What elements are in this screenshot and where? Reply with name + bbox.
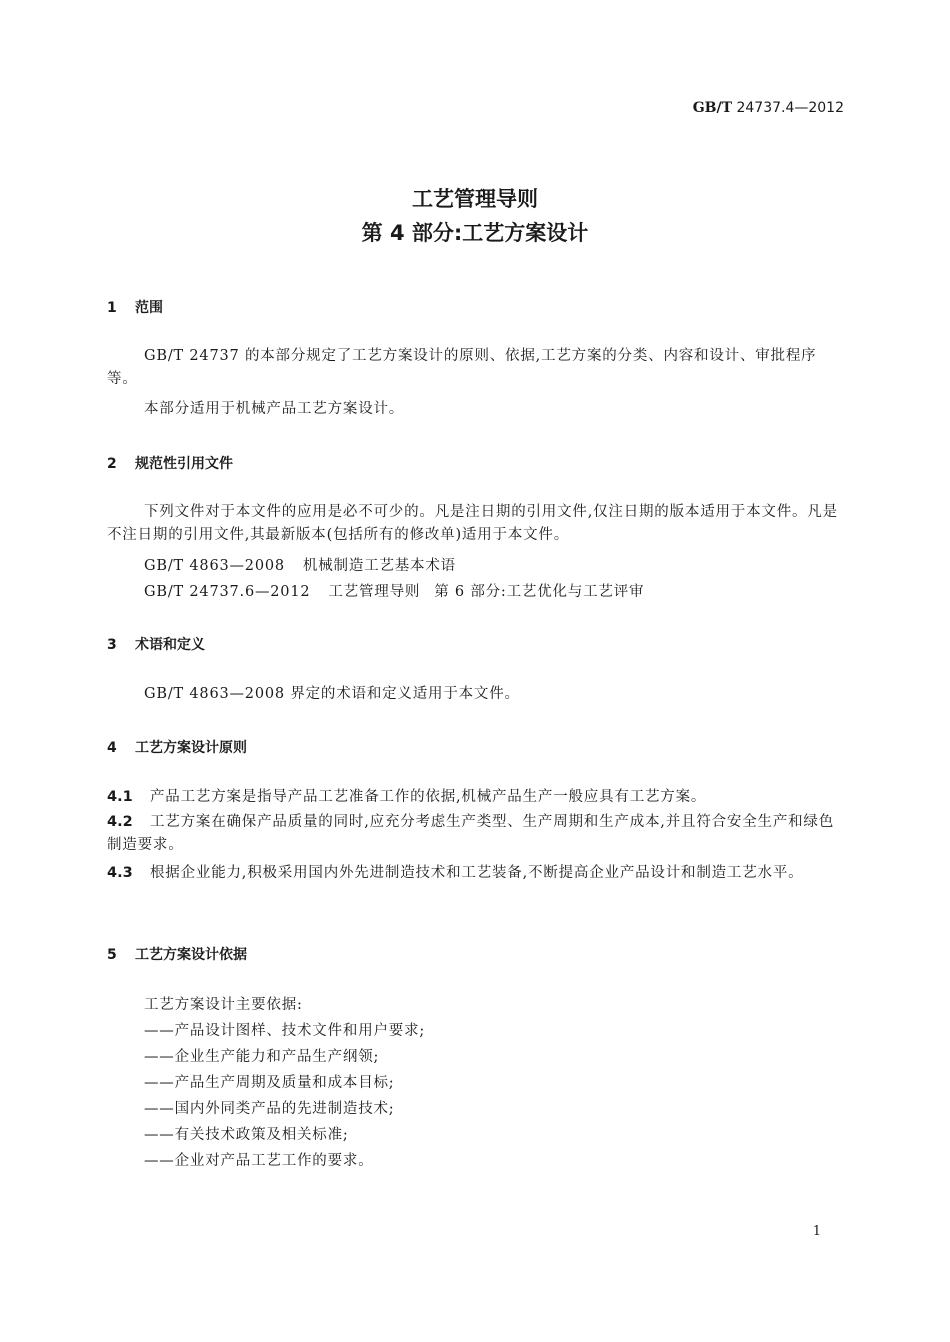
- reference-title: 工艺管理导则: [328, 584, 421, 600]
- section-title: 规范性引用文件: [135, 456, 233, 472]
- clause-4-2: [107, 811, 845, 857]
- clause-number: 4.1: [107, 789, 133, 805]
- standard-number: 24737.4—2012: [732, 100, 844, 116]
- section-number: 1: [107, 300, 117, 316]
- reference-code: GB/T 4863—2008: [144, 558, 285, 574]
- reference-code: GB/T 24737.6—2012: [144, 584, 311, 600]
- section-title: 工艺方案设计原则: [135, 740, 247, 756]
- section-title: 术语和定义: [135, 637, 205, 653]
- section-number: 4: [107, 740, 117, 756]
- references-paragraph: 下列文件对于本文件的应用是必不可少的。凡是注日期的引用文件,仅注日期的版本适用于本文件。凡是不注日期的引用文件,其最新版本(包括所有的修改单)适用于本文件。: [107, 504, 838, 543]
- clause-text: 产品工艺方案是指导产品工艺准备工作的依据,机械产品生产一般应具有工艺方案。: [150, 789, 707, 805]
- clause-number: 4.2: [107, 814, 133, 830]
- section-title: 范围: [135, 300, 163, 316]
- reference-title-part: 第 6 部分:工艺优化与工艺评审: [434, 584, 645, 600]
- section-heading-terms: [107, 634, 205, 654]
- scope-paragraph-1: GB/T 24737 的本部分规定了工艺方案设计的原则、依据,工艺方案的分类、内容和设计、审批程序等。: [107, 348, 817, 387]
- standard-prefix: GB/T: [692, 100, 733, 116]
- section-number: 2: [107, 456, 117, 472]
- basis-list-item: ——产品设计图样、技术文件和用户要求;: [144, 1023, 426, 1039]
- section-heading-scope: [107, 297, 163, 317]
- basis-list-item: ——企业生产能力和产品生产纲领;: [144, 1049, 380, 1065]
- standard-code: [693, 100, 844, 117]
- clause-4-3: [107, 862, 845, 885]
- scope-paragraph-2: 本部分适用于机械产品工艺方案设计。: [144, 401, 405, 417]
- basis-intro: 工艺方案设计主要依据:: [144, 997, 303, 1013]
- reference-item-1: [144, 554, 456, 575]
- section-heading-normative-references: [107, 453, 233, 473]
- reference-title: 机械制造工艺基本术语: [302, 558, 456, 574]
- clause-text: 根据企业能力,积极采用国内外先进制造技术和工艺装备,不断提高企业产品设计和制造工艺水平。: [150, 865, 804, 881]
- document-subtitle: 第 4 部分:工艺方案设计: [361, 221, 589, 245]
- document-title: 工艺管理导则: [412, 187, 538, 211]
- clause-4-1: [107, 786, 845, 809]
- basis-list-item: ——企业对产品工艺工作的要求。: [144, 1153, 374, 1169]
- basis-list-item: ——有关技术政策及相关标准;: [144, 1127, 349, 1143]
- section-number: 5: [107, 947, 117, 963]
- section-number: 3: [107, 637, 117, 653]
- clause-text: 工艺方案在确保产品质量的同时,应充分考虑生产类型、生产周期和生产成本,并且符合安全生产和绿色制造要求。: [107, 814, 835, 853]
- section-heading-principles: [107, 737, 247, 757]
- section-heading-basis: [107, 944, 247, 964]
- section-title: 工艺方案设计依据: [135, 947, 247, 963]
- reference-item-2: [144, 580, 644, 601]
- page-number: 1: [812, 1224, 821, 1239]
- basis-list-item: ——产品生产周期及质量和成本目标;: [144, 1075, 395, 1091]
- terms-paragraph: GB/T 4863—2008 界定的术语和定义适用于本文件。: [144, 686, 520, 702]
- clause-number: 4.3: [107, 865, 133, 881]
- basis-list-item: ——国内外同类产品的先进制造技术;: [144, 1101, 395, 1117]
